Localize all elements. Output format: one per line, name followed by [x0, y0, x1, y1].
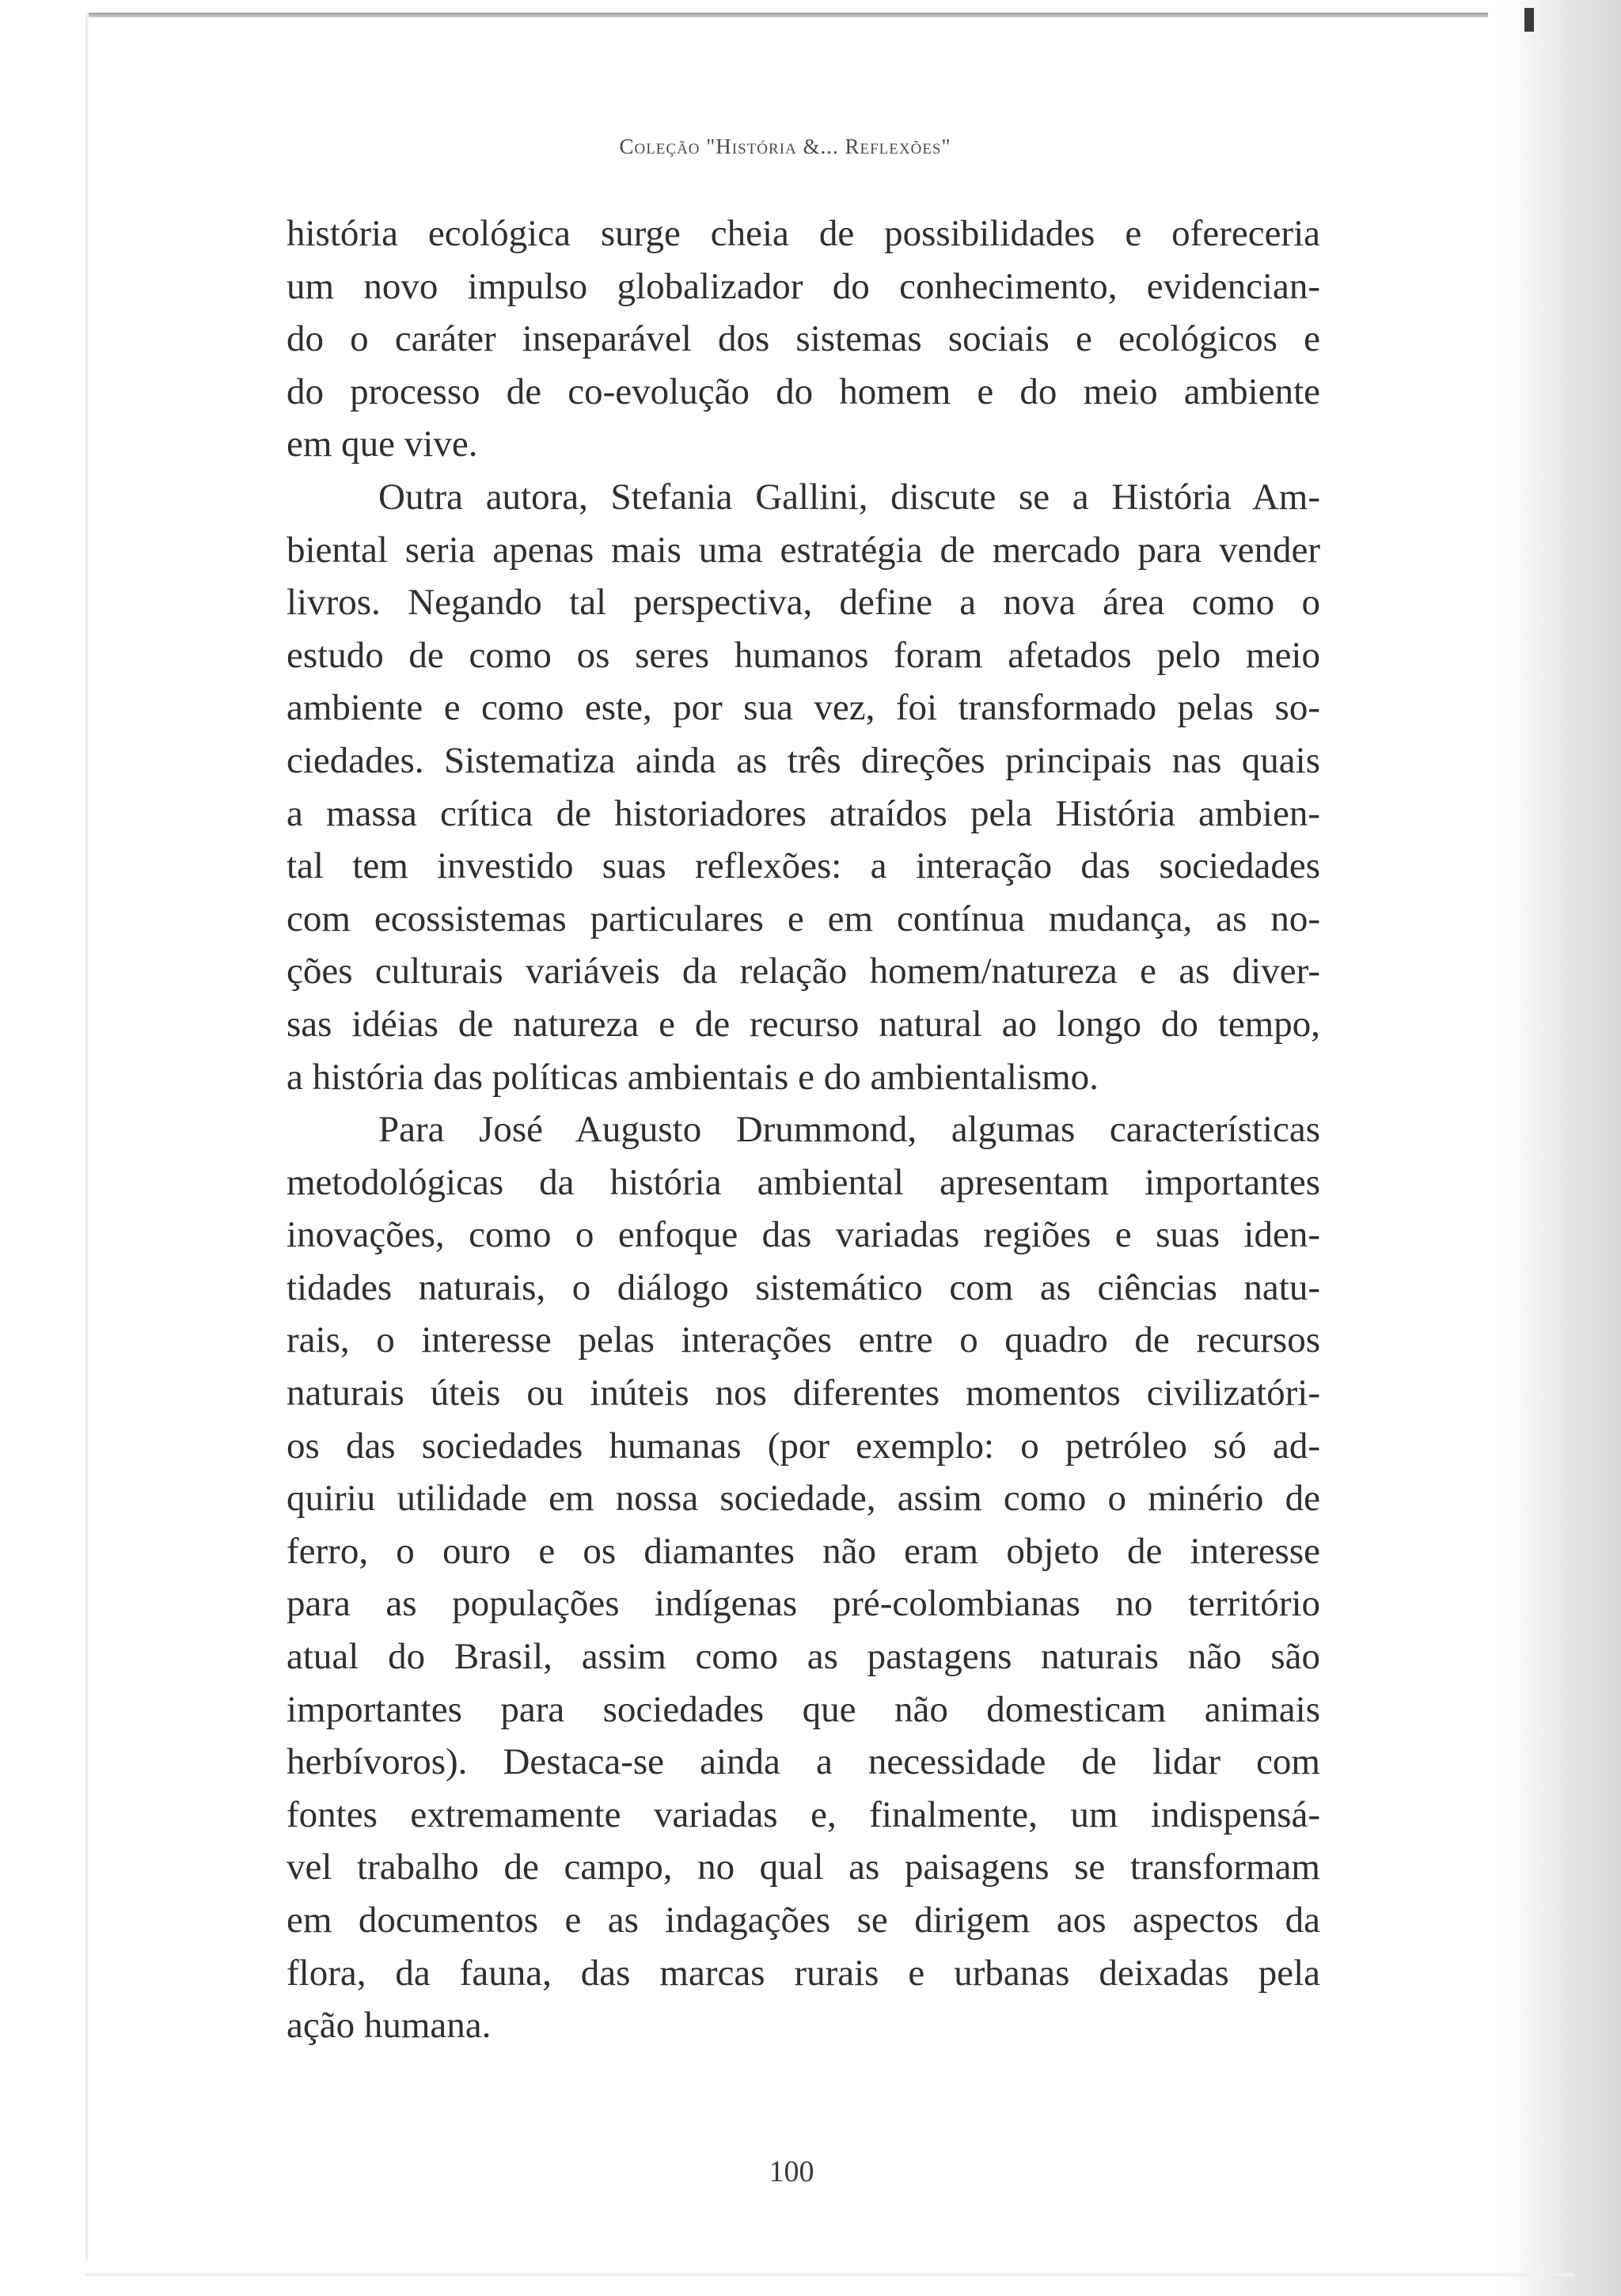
text-line: estudo de como os seres humanos foram afetados pelo meio [287, 634, 1320, 676]
text-line: a história das políticas ambientais e do ambientalismo. [287, 1056, 1099, 1098]
text-line: livros. Negando tal perspectiva, define a nova área como o [287, 582, 1320, 624]
text-line: inovações, como o enfoque das variadas regiões e suas iden- [287, 1214, 1320, 1256]
text-line: herbívoros). Destaca-se ainda a necessidade de lidar com [287, 1741, 1320, 1783]
text-line: história ecológica surge cheia de possibilidades e ofereceria [287, 213, 1320, 254]
text-line: metodológicas da história ambiental apresentam importantes [287, 1161, 1320, 1203]
running-header: Coleção "História &... Reflexões" [619, 135, 951, 158]
text-line: Para José Augusto Drummond, algumas características [378, 1109, 1320, 1151]
text-line: ação humana. [287, 2005, 492, 2047]
text-line: atual do Brasil, assim como as pastagens naturais não são [287, 1636, 1320, 1678]
text-line: quiriu utilidade em nossa sociedade, assim como o minério de [287, 1478, 1320, 1520]
text-line: do processo de co-evolução do homem e do meio ambiente [287, 370, 1320, 412]
text-line: tidades naturais, o diálogo sistemático com as ciências natu- [287, 1266, 1320, 1308]
page-number: 100 [769, 2155, 814, 2188]
text-line: sas idéias de natureza e de recurso natural ao longo do tempo, [287, 1003, 1320, 1045]
text-line: do o caráter inseparável dos sistemas sociais e ecológicos e [287, 318, 1320, 360]
text-line: a massa crítica de historiadores atraídos pela História ambien- [287, 792, 1320, 834]
text-line: ções culturais variáveis da relação homem/natureza e as diver- [287, 951, 1320, 992]
top-page-edge [85, 13, 1526, 17]
text-line: com ecossistemas particulares e em contínua mudança, as no- [287, 898, 1320, 939]
text-line: ciedades. Sistematiza ainda as três direções principais nas quais [287, 739, 1320, 781]
text-line: rais, o interesse pelas interações entre o quadro de recursos [287, 1319, 1320, 1361]
text-line: naturais úteis ou inúteis nos diferentes momentos civilizatóri- [287, 1372, 1320, 1414]
text-line: fontes extremamente variadas e, finalmente, um indispensá- [287, 1793, 1320, 1835]
text-line: biental seria apenas mais uma estratégia de mercado para vender [287, 529, 1320, 571]
left-page-edge [85, 13, 89, 2260]
binding-mark [1524, 8, 1534, 32]
text-line: em documentos e as indagações se dirigem aos aspectos da [287, 1899, 1320, 1941]
text-line: flora, da fauna, das marcas rurais e urbanas deixadas pela [287, 1952, 1320, 1994]
text-line: ambiente e como este, por sua vez, foi transformado pelas so- [287, 687, 1320, 729]
bottom-page-edge [85, 2273, 1574, 2276]
text-line: um novo impulso globalizador do conhecimento, evidencian- [287, 265, 1320, 307]
text-line: vel trabalho de campo, no qual as paisagens se transformam [287, 1846, 1320, 1888]
text-line: para as populações indígenas pré-colombianas no território [287, 1583, 1320, 1625]
body-text [287, 207, 1320, 2052]
text-line: ferro, o ouro e os diamantes não eram objeto de interesse [287, 1530, 1320, 1572]
text-line: em que vive. [287, 423, 478, 465]
text-line: Outra autora, Stefania Gallini, discute se a História Am- [378, 476, 1320, 518]
text-line: importantes para sociedades que não domesticam animais [287, 1688, 1320, 1730]
text-line: tal tem investido suas reflexões: a interação das sociedades [287, 845, 1320, 887]
text-line: os das sociedades humanas (por exemplo: o petróleo só ad- [287, 1425, 1320, 1467]
right-binding-shadow [1488, 0, 1621, 2296]
